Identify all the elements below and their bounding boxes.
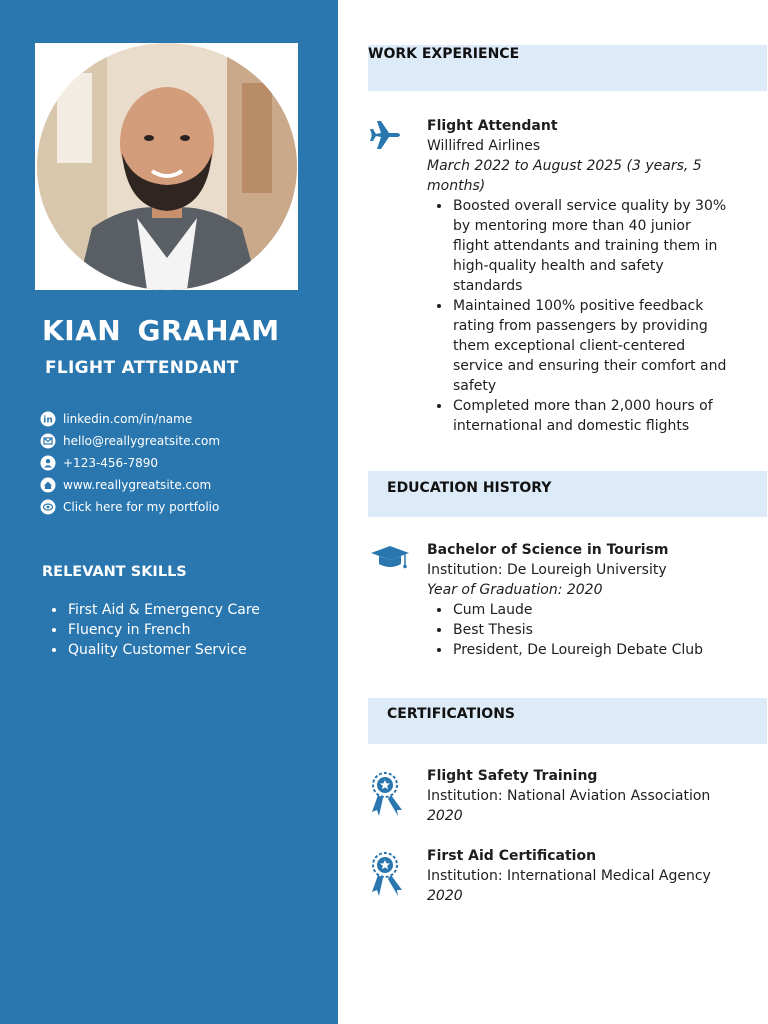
bullet-dot: [52, 648, 56, 652]
skill-label: Fluency in French: [68, 622, 191, 638]
skill-label: First Aid & Emergency Care: [68, 602, 260, 618]
contact-text: Click here for my portfolio: [63, 500, 220, 514]
education-bullets: [427, 600, 737, 660]
award-ribbon-icon: [369, 850, 405, 900]
education-institution: Institution: De Loureigh University: [427, 562, 667, 578]
email-icon: [40, 433, 56, 449]
education-bullet: President, De Loureigh Debate Club: [427, 640, 737, 660]
contact-text: linkedin.com/in/name: [63, 412, 193, 426]
work-bullet: Completed more than 2,000 hours of international and domestic flights: [427, 396, 727, 436]
education-bullet: Best Thesis: [427, 620, 737, 640]
contact-website[interactable]: [40, 474, 220, 496]
candidate-name: KIAN GRAHAM: [42, 314, 280, 347]
skill-item: [52, 640, 260, 660]
job-title: Flight Attendant: [427, 118, 558, 134]
contact-phone[interactable]: [40, 452, 220, 474]
graduation-cap-icon: [369, 543, 411, 573]
work-entry: [427, 116, 727, 436]
contact-list: [40, 408, 220, 518]
degree-title: Bachelor of Science in Tourism: [427, 542, 669, 558]
contact-linkedin[interactable]: [40, 408, 220, 430]
contact-text: www.reallygreatsite.com: [63, 478, 212, 492]
job-dates: March 2022 to August 2025 (3 years, 5 months): [427, 158, 702, 194]
phone-icon: [40, 455, 56, 471]
certification-name: Flight Safety Training: [427, 768, 598, 784]
education-entry: [427, 540, 737, 660]
profile-photo: [37, 43, 297, 290]
graduation-year: Year of Graduation: 2020: [427, 582, 603, 598]
airplane-icon: [368, 118, 402, 152]
certification-year: 2020: [427, 808, 463, 824]
work-bullet: Maintained 100% positive feedback rating from passengers by providing them exceptional client-centered service and ensuring their comfort and safety: [427, 296, 727, 396]
skill-item: [52, 620, 260, 640]
certification-year: 2020: [427, 888, 463, 904]
contact-text: hello@reallygreatsite.com: [63, 434, 221, 448]
skill-label: Quality Customer Service: [68, 642, 247, 658]
candidate-role: FLIGHT ATTENDANT: [45, 358, 239, 378]
award-ribbon-icon: [369, 770, 405, 820]
education-heading: EDUCATION HISTORY: [387, 480, 552, 496]
certification-entry: [427, 766, 757, 826]
skill-item: [52, 600, 260, 620]
education-bullet: Cum Laude: [427, 600, 737, 620]
work-bullet: Boosted overall service quality by 30% by mentoring more than 40 junior flight attendants and training them in high-quality health and safety standards: [427, 196, 727, 296]
svg-text:in: in: [43, 415, 53, 426]
skills-list: [52, 600, 260, 660]
certification-entry: [427, 846, 757, 906]
certification-institution: Institution: National Aviation Association: [427, 788, 711, 804]
certifications-heading: CERTIFICATIONS: [387, 706, 516, 722]
website-icon: [40, 477, 56, 493]
bullet-dot: [52, 608, 56, 612]
contact-email[interactable]: [40, 430, 220, 452]
company-name: Willifred Airlines: [427, 138, 541, 154]
certification-institution: Institution: International Medical Agency: [427, 868, 711, 884]
bullet-dot: [52, 628, 56, 632]
certification-name: First Aid Certification: [427, 848, 597, 864]
skills-heading: RELEVANT SKILLS: [42, 564, 187, 580]
contact-text: +123-456-7890: [63, 456, 159, 470]
contact-portfolio[interactable]: [40, 496, 220, 518]
work-bullets: [427, 196, 727, 436]
profile-photo-frame: [35, 43, 298, 290]
sidebar: [0, 0, 338, 1024]
linkedin-icon: [40, 411, 56, 427]
eye-icon: [40, 499, 56, 515]
work-experience-heading: WORK EXPERIENCE: [368, 46, 520, 62]
